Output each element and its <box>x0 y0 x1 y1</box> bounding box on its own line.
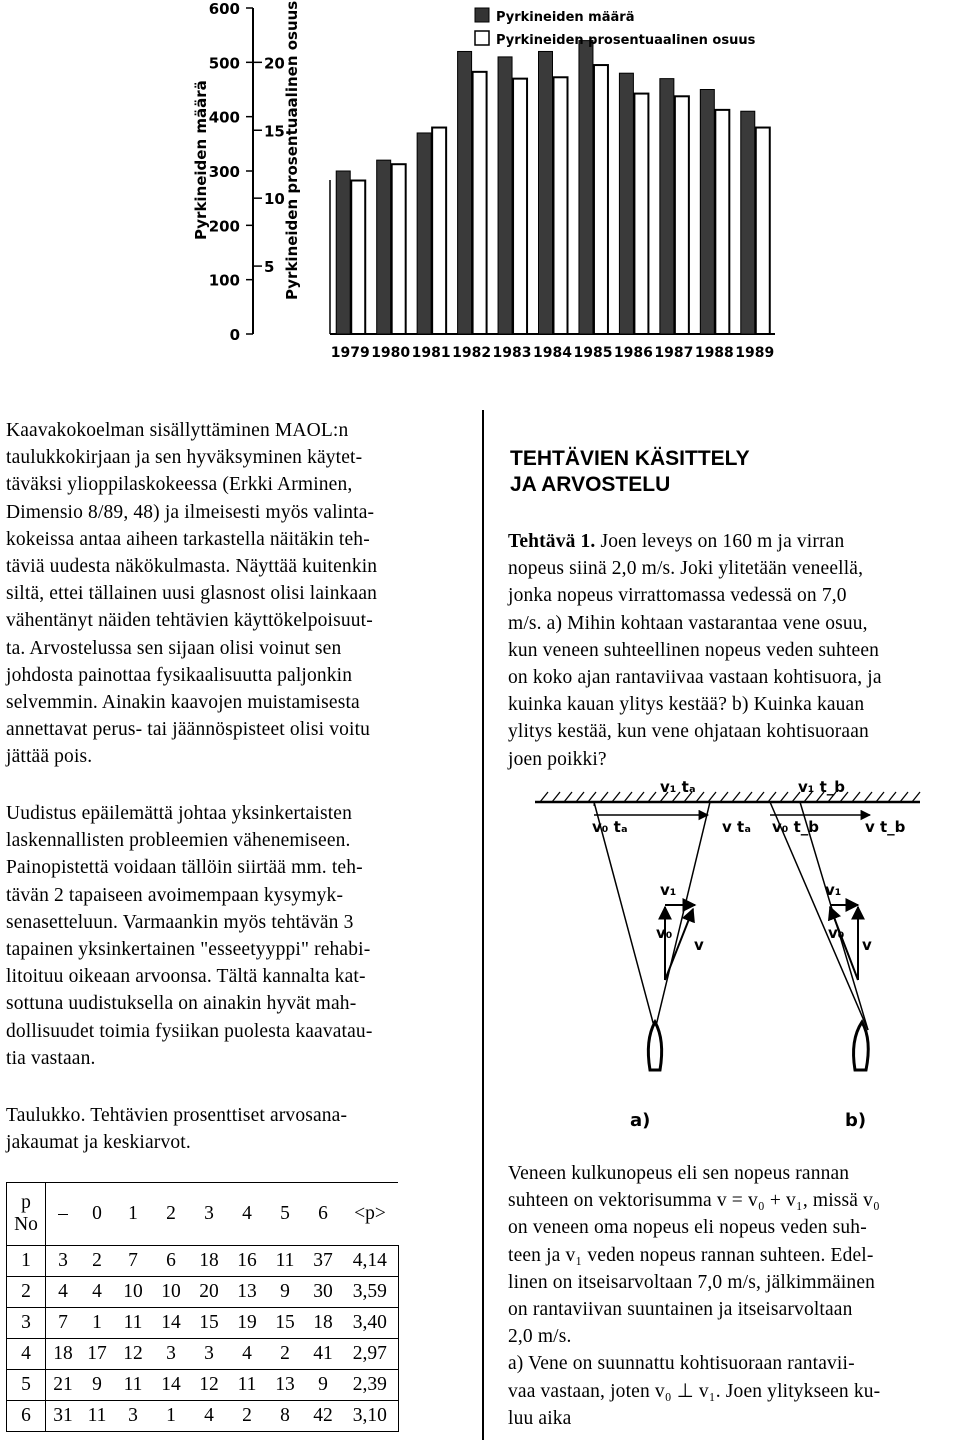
explanation-line: teen ja v₁ veden nopeus rannan suhteen. Edel- <box>508 1244 874 1266</box>
hatch-mark <box>900 792 908 802</box>
reform-line: tävän 2 tapaiseen avoimempaan kysymyk- <box>6 884 344 906</box>
hatch-mark <box>588 792 596 802</box>
table-row <box>7 1401 399 1432</box>
explanation-line: on rantaviivan suuntainen ja itseisarvoltaan <box>508 1299 853 1321</box>
left-axis-title: Pyrkineiden määrä <box>192 80 210 240</box>
task-label: Tehtävä 1. <box>508 531 596 552</box>
table-cell: 16 <box>228 1246 266 1277</box>
bar-share-1982 <box>473 72 487 334</box>
reform-line: dollisuudet toimia fysiikan puolesta kaavatau- <box>6 1020 373 1042</box>
legend-count-label: Pyrkineiden määrä <box>496 10 635 25</box>
reform-line: litoituu oikeaan arvoonsa. Tältä kannalta kat- <box>6 966 366 988</box>
caption-line: jakaumat ja keskiarvot. <box>6 1132 191 1154</box>
label-case-b: b) <box>845 1110 867 1131</box>
table-cell: 2 <box>266 1339 304 1370</box>
hatch-mark <box>768 792 776 802</box>
hatch-mark <box>708 792 716 802</box>
explanation-line: 2,0 m/s. <box>508 1326 572 1348</box>
explanation-line: Veneen kulkunopeus eli sen nopeus rannan <box>508 1163 850 1184</box>
intro-line: annettavat perus- tai jäännöspisteet olisi voitu <box>6 719 371 741</box>
table-cell: 8 <box>266 1401 304 1432</box>
bar-share-1986 <box>634 94 648 334</box>
path-a-v <box>655 802 710 1030</box>
table-cell: 3,40 <box>342 1308 398 1339</box>
table-cell: 2 <box>228 1401 266 1432</box>
task-line: kun veneen suhteellinen nopeus veden suhteen <box>508 639 880 661</box>
task-line-text: Joen leveys on 160 m ja virran <box>595 531 845 552</box>
task-line: jonka nopeus virrattomassa vedessä on 7,0 <box>508 585 847 607</box>
bar-count-1985 <box>579 41 593 334</box>
table-cell: 11 <box>266 1246 304 1277</box>
right-tick-label: 5 <box>264 258 275 277</box>
task-line: ylitys kestää, kun vene ohjataan kohtisuoraan <box>508 721 869 743</box>
left-tick-label: 400 <box>208 108 240 127</box>
reform-paragraph-lines <box>6 800 452 1072</box>
explanation-line: linen on itseisarvoltaan 7,0 m/s, jälkimmäinen <box>508 1271 876 1293</box>
bar-count-1981 <box>417 133 431 334</box>
hatch-mark <box>864 792 872 802</box>
left-tick-label: 500 <box>208 54 240 73</box>
intro-line: jättää pois. <box>6 746 93 768</box>
table-row-number: 6 <box>7 1401 46 1432</box>
task-line: kuinka kauan ylitys kestää? b) Kuinka kauan <box>508 694 865 716</box>
table-row <box>7 1339 399 1370</box>
table-cell: 9 <box>80 1370 114 1401</box>
task-line: joen poikki? <box>508 748 607 770</box>
table-cell: 4 <box>46 1277 81 1308</box>
reform-line: laskennallisten probleemien vähenemiseen. <box>6 830 351 852</box>
task-line: nopeus siinä 2,0 m/s. Joki ylitetään veneellä, <box>508 558 864 580</box>
table-row <box>7 1370 399 1401</box>
explanation-line: suhteen on vektorisumma v = v₀ + v₁, missä v₀ <box>508 1190 880 1212</box>
table-cell: 3 <box>114 1401 152 1432</box>
bar-count-1983 <box>498 57 512 334</box>
table-header-cell: 0 <box>80 1183 114 1246</box>
table-cell: 14 <box>152 1370 190 1401</box>
left-tick-label: 200 <box>208 217 240 236</box>
hatch-mark <box>732 792 740 802</box>
table-header-row <box>7 1183 399 1246</box>
task-line: m/s. a) Mihin kohtaan vastarantaa vene osuu, <box>508 612 868 634</box>
grade-table-wrap <box>6 1182 399 1432</box>
table-cell: 3 <box>46 1246 81 1277</box>
explanation-line: luu aika <box>508 1407 572 1429</box>
explanation-lines <box>508 1160 954 1432</box>
bar-share-1981 <box>432 128 446 334</box>
boat-a <box>648 1022 661 1070</box>
explanation-line: vaa vastaan, joten v₀ ⊥ v₁. Joen ylitykseen ku- <box>508 1380 881 1402</box>
corner-bottom: No <box>14 1214 38 1235</box>
bar-count-1989 <box>741 111 755 334</box>
left-tick-label: 300 <box>208 163 240 181</box>
reform-line: Painopistettä voidaan tällöin siirtää mm. teh- <box>6 857 363 879</box>
reform-line: tia vastaan. <box>6 1047 96 1069</box>
corner-top: p <box>21 1192 31 1213</box>
table-cell: 15 <box>266 1308 304 1339</box>
task-line <box>508 528 954 555</box>
task-1-text <box>508 528 954 773</box>
table-cell: 9 <box>266 1277 304 1308</box>
table-cell: 14 <box>152 1308 190 1339</box>
left-tick-label: 600 <box>208 0 240 18</box>
intro-line: taulukkokirjaan ja sen hyväksyminen käytet- <box>6 447 363 469</box>
hatch-mark <box>876 792 884 802</box>
hatch-mark <box>744 792 752 802</box>
label-vtb: v t_b <box>865 818 906 836</box>
x-tick-label: 1988 <box>694 345 734 361</box>
explanation-line: a) Vene on suunnattu kohtisuoraan rantavii- <box>508 1353 855 1375</box>
table-cell: 21 <box>46 1370 81 1401</box>
vec-v0-b <box>830 907 858 980</box>
table-cell: 18 <box>46 1339 81 1370</box>
x-tick-label: 1982 <box>452 345 492 361</box>
path-b-v <box>770 802 868 1030</box>
bar-count-1979 <box>336 171 350 334</box>
hatch-mark <box>624 792 632 802</box>
x-tick-label: 1987 <box>654 345 694 361</box>
table-cell: 7 <box>114 1246 152 1277</box>
legend-count-swatch <box>475 8 489 22</box>
hatch-mark <box>576 792 584 802</box>
applicants-bar-chart <box>0 0 960 370</box>
intro-line: täviä uudesta näkökulmasta. Näyttää kuitenkin <box>6 556 378 578</box>
label-v-a: v <box>694 936 704 954</box>
label-v-b: v <box>862 936 872 954</box>
table-row-number: 2 <box>7 1277 46 1308</box>
hatch-mark <box>540 792 548 802</box>
bar-count-1980 <box>377 160 391 334</box>
task-1-lines <box>508 528 954 773</box>
bar-count-1987 <box>660 79 674 334</box>
section-heading-line-1: TEHTÄVIEN KÄSITTELY <box>510 447 750 470</box>
bar-share-1984 <box>554 77 568 334</box>
left-tick-label: 0 <box>229 326 240 344</box>
x-tick-label: 1985 <box>573 345 613 361</box>
table-header-cell: <p> <box>342 1183 398 1246</box>
label-vta: v tₐ <box>722 818 752 836</box>
hatch-mark <box>564 792 572 802</box>
label-v0-a: v₀ <box>656 924 673 942</box>
table-cell: 4 <box>190 1401 228 1432</box>
hatch-mark <box>756 792 764 802</box>
table-header-cell: 2 <box>152 1183 190 1246</box>
table-header-cell: – <box>46 1183 81 1246</box>
table-cell: 18 <box>304 1308 342 1339</box>
table-header-cell: 6 <box>304 1183 342 1246</box>
table-cell: 3 <box>152 1339 190 1370</box>
table-cell: 11 <box>114 1370 152 1401</box>
bar-count-1988 <box>700 90 714 335</box>
table-cell: 42 <box>304 1401 342 1432</box>
table-header-cell: 1 <box>114 1183 152 1246</box>
table-cell: 3,10 <box>342 1401 398 1432</box>
table-cell: 13 <box>228 1277 266 1308</box>
table-cell: 19 <box>228 1308 266 1339</box>
table-caption-lines <box>6 1102 452 1156</box>
legend-share-label: Pyrkineiden prosentuaalinen osuus <box>496 33 756 48</box>
table-header-cell: 4 <box>228 1183 266 1246</box>
reform-line: senasetteluun. Varmaankin myös tehtävän 3 <box>6 911 354 933</box>
table-header-cell: 5 <box>266 1183 304 1246</box>
hatch-mark <box>600 792 608 802</box>
right-tick-label: 10 <box>264 190 285 209</box>
legend-share-swatch <box>475 31 489 45</box>
explanation-text <box>508 1160 954 1432</box>
caption-line: Taulukko. Tehtävien prosenttiset arvosana- <box>6 1105 348 1126</box>
table-cell: 18 <box>190 1246 228 1277</box>
intro-line: ta. Arvostelussa sen sijaan olisi voinut sen <box>6 637 342 659</box>
x-tick-label: 1986 <box>613 345 653 361</box>
table-cell: 12 <box>190 1370 228 1401</box>
bar-count-1986 <box>619 73 633 334</box>
label-v1ta: v₁ tₐ <box>660 778 696 796</box>
bar-share-1988 <box>715 110 729 334</box>
hatch-mark <box>612 792 620 802</box>
river-crossing-diagram <box>500 770 960 1140</box>
table-cell: 3,59 <box>342 1277 398 1308</box>
label-v1-a: v₁ <box>660 881 677 899</box>
explanation-line: on veneen oma nopeus eli nopeus veden suh- <box>508 1217 867 1239</box>
bar-share-1987 <box>675 96 689 334</box>
hatch-mark <box>552 792 560 802</box>
hatch-mark <box>636 792 644 802</box>
table-corner-cell <box>7 1183 46 1246</box>
section-heading-line-2: JA ARVOSTELU <box>510 473 671 496</box>
grade-distribution-table <box>6 1182 399 1432</box>
table-cell: 37 <box>304 1246 342 1277</box>
table-cell: 4,14 <box>342 1246 398 1277</box>
shore-hatching <box>540 792 920 802</box>
table-cell: 11 <box>80 1401 114 1432</box>
table-header-cell: 3 <box>190 1183 228 1246</box>
table-cell: 4 <box>80 1277 114 1308</box>
table-cell: 31 <box>46 1401 81 1432</box>
table-cell: 7 <box>46 1308 81 1339</box>
bar-count-1984 <box>539 51 553 334</box>
table-cell: 41 <box>304 1339 342 1370</box>
boat-b <box>854 1022 869 1070</box>
bar-share-1983 <box>513 79 527 334</box>
right-tick-label: 15 <box>264 122 285 141</box>
hatch-mark <box>696 792 704 802</box>
task-line: on koko ajan rantaviivaa vastaan kohtisuora, ja <box>508 667 882 689</box>
intro-line: täväksi ylioppilaskokeessa (Erkki Arminen, <box>6 474 353 496</box>
table-cell: 20 <box>190 1277 228 1308</box>
table-row-number: 5 <box>7 1370 46 1401</box>
label-case-a: a) <box>630 1110 651 1131</box>
table-cell: 2,39 <box>342 1370 398 1401</box>
table-cell: 4 <box>228 1339 266 1370</box>
table-cell: 10 <box>114 1277 152 1308</box>
label-v0tb: v₀ t_b <box>772 818 819 836</box>
label-v1-b: v₁ <box>825 881 842 899</box>
intro-paragraph-lines <box>6 417 452 771</box>
intro-line: siltä, ettei tällainen uusi glasnost olisi lainkaan <box>6 583 378 605</box>
intro-line: selvemmin. Ainakin kaavojen muistamisesta <box>6 692 360 714</box>
label-v0-b: v₀ <box>828 924 845 942</box>
hatch-mark <box>888 792 896 802</box>
bar-share-1979 <box>351 181 365 334</box>
intro-paragraph <box>6 417 452 771</box>
path-a-vertical <box>594 802 655 1030</box>
table-cell: 2,97 <box>342 1339 398 1370</box>
intro-line: Kaavakokoelman sisällyttäminen MAOL:n <box>6 420 349 441</box>
label-v0ta: v₀ tₐ <box>592 818 628 836</box>
right-tick-label: 20 <box>264 54 285 73</box>
table-cell: 3 <box>190 1339 228 1370</box>
x-tick-label: 1979 <box>330 345 370 361</box>
table-caption <box>6 1102 452 1156</box>
x-tick-label: 1980 <box>371 345 411 361</box>
column-divider <box>482 410 484 1440</box>
section-heading <box>510 446 950 498</box>
table-cell: 2 <box>80 1246 114 1277</box>
left-tick-label: 100 <box>208 271 240 290</box>
table-cell: 10 <box>152 1277 190 1308</box>
table-row <box>7 1277 399 1308</box>
reform-line: tapainen yksinkertainen "esseetyyppi" rehabi- <box>6 939 371 961</box>
table-row <box>7 1308 399 1339</box>
bar-share-1985 <box>594 65 608 334</box>
reform-paragraph <box>6 800 452 1072</box>
hatch-mark <box>720 792 728 802</box>
table-row <box>7 1246 399 1277</box>
table-cell: 11 <box>114 1308 152 1339</box>
hatch-mark <box>852 792 860 802</box>
vec-v-a <box>665 909 693 980</box>
table-cell: 9 <box>304 1370 342 1401</box>
table-cell: 1 <box>80 1308 114 1339</box>
intro-line: vähentänyt näiden tehtävien käyttökelpoisuut- <box>6 610 373 632</box>
x-tick-label: 1989 <box>735 345 775 361</box>
hatch-mark <box>648 792 656 802</box>
table-row-number: 1 <box>7 1246 46 1277</box>
table-cell: 17 <box>80 1339 114 1370</box>
x-tick-label: 1981 <box>411 345 451 361</box>
table-row-number: 3 <box>7 1308 46 1339</box>
intro-line: Dimensio 8/89, 48) ja ilmeisesti myös valinta- <box>6 501 375 523</box>
table-cell: 12 <box>114 1339 152 1370</box>
hatch-mark <box>912 792 920 802</box>
bar-share-1980 <box>392 164 406 334</box>
bar-share-1989 <box>756 128 770 334</box>
table-cell: 11 <box>228 1370 266 1401</box>
table-row-number: 4 <box>7 1339 46 1370</box>
intro-line: johdosta painottaa fysikaalisuutta paljonkin <box>6 664 353 686</box>
table-cell: 13 <box>266 1370 304 1401</box>
x-tick-label: 1984 <box>533 345 572 361</box>
right-axis-title: Pyrkineiden prosentuaalinen osuus <box>283 0 301 300</box>
table-cell: 15 <box>190 1308 228 1339</box>
table-cell: 30 <box>304 1277 342 1308</box>
bar-count-1982 <box>458 51 472 334</box>
table-cell: 6 <box>152 1246 190 1277</box>
x-tick-label: 1983 <box>492 345 532 361</box>
intro-line: kokeissa antaa aiheen tarkastella näitäkin teh- <box>6 528 370 550</box>
reform-line: sottuna uudistuksella on ainakin hyvät mah- <box>6 993 357 1015</box>
label-v1tb: v₁ t_b <box>798 778 845 796</box>
hatch-mark <box>780 792 788 802</box>
table-cell: 1 <box>152 1401 190 1432</box>
reform-line: Uudistus epäilemättä johtaa yksinkertaisten <box>6 803 352 824</box>
